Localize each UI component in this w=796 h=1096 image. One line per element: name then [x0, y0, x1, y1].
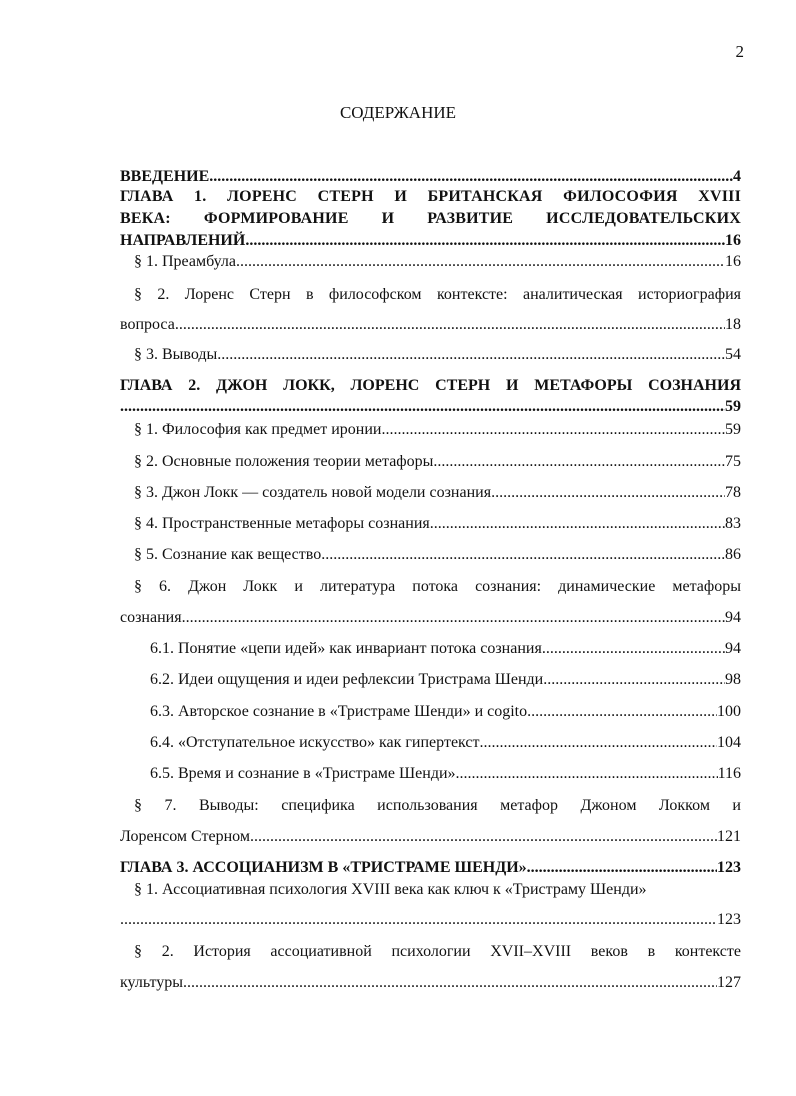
- toc-entry-title: культуры: [120, 974, 184, 991]
- toc-entry-page: 16: [725, 253, 741, 270]
- toc-entry-page: 59: [725, 398, 741, 415]
- dot-leader: [217, 344, 725, 365]
- toc-entry-title: § 3. Джон Локк — создатель новой модели сознания: [134, 484, 492, 501]
- toc-entry-ch2-s3[interactable]: [134, 482, 741, 503]
- toc-entry-page: 94: [725, 609, 741, 626]
- toc-entry-page: 83: [725, 515, 741, 532]
- toc-entry-title: ГЛАВА 3. АССОЦИАНИЗМ В «ТРИСТРАМЕ ШЕНДИ»: [120, 859, 527, 876]
- toc-entry-title: § 2. Основные положения теории метафоры: [134, 453, 434, 470]
- chapter-1-title-line-1[interactable]: ГЛАВА 1. ЛОРЕНС СТЕРН И БРИТАНСКАЯ ФИЛОСОФИЯ XVIII: [120, 188, 741, 205]
- dot-leader: [542, 638, 725, 659]
- toc-entry-page: 123: [717, 859, 741, 876]
- toc-entry-page: 116: [717, 765, 741, 782]
- toc-entry-page: 78: [725, 484, 741, 501]
- dot-leader: [381, 419, 725, 440]
- toc-entry-page: 121: [717, 828, 741, 845]
- toc-entry-page: 94: [725, 640, 741, 657]
- toc-entry-page: 18: [725, 316, 741, 333]
- dot-leader: [120, 396, 725, 417]
- toc-entry-title: сознания: [120, 609, 182, 626]
- toc-entry-page: 4: [733, 168, 741, 185]
- toc-entry-ch3-s1[interactable]: [120, 909, 741, 930]
- toc-entry-ch3-s2[interactable]: [120, 972, 741, 993]
- toc-entry-title: Лоренсом Стерном: [120, 828, 250, 845]
- dot-leader: [433, 451, 725, 472]
- toc-entry-ch1-s3[interactable]: [134, 344, 741, 365]
- toc-entry-intro[interactable]: [120, 166, 741, 187]
- toc-entry-title: НАПРАВЛЕНИЙ: [120, 232, 246, 249]
- toc-entry-page: 75: [725, 453, 741, 470]
- toc-entry-ch2-s6-line-1[interactable]: § 6. Джон Локк и литература потока сознания: динамические метафоры: [134, 578, 741, 595]
- dot-leader: [527, 701, 717, 722]
- toc-entry-ch2-s1[interactable]: [134, 419, 741, 440]
- toc-title: СОДЕРЖАНИЕ: [339, 103, 457, 122]
- toc-entry-ch2-s6-2[interactable]: [150, 669, 741, 690]
- toc-entry-title: § 1. Преамбула: [134, 253, 236, 270]
- toc-entry-chapter-3[interactable]: [120, 857, 741, 878]
- toc-entry-ch2-s6-4[interactable]: [150, 732, 741, 753]
- page-number: 2: [735, 42, 744, 61]
- toc-entry-ch2-s6-3[interactable]: [150, 701, 741, 722]
- toc-entry-title: § 4. Пространственные метафоры сознания: [134, 515, 430, 532]
- toc-entry-ch1-s2[interactable]: [120, 314, 741, 335]
- toc-entry-title: ВВЕДЕНИЕ: [120, 168, 210, 185]
- toc-entry-ch3-s1-line-1[interactable]: § 1. Ассоциативная психология XVIII века как ключ к «Тристраму Шенди»: [134, 881, 647, 898]
- toc-entry-ch2-s7-line-1[interactable]: § 7. Выводы: специфика использования метафор Джоном Локком и: [134, 797, 741, 814]
- toc-entry-chapter-1[interactable]: [120, 230, 741, 251]
- dot-leader: [245, 230, 725, 251]
- dot-leader: [456, 763, 718, 784]
- dot-leader: [480, 732, 717, 753]
- dot-leader: [120, 909, 717, 930]
- toc-entry-page: 16: [725, 232, 741, 249]
- toc-entry-title: 6.1. Понятие «цепи идей» как инвариант потока сознания: [150, 640, 542, 657]
- toc-entry-title: вопроса: [120, 316, 175, 333]
- toc-entry-ch2-s6-5[interactable]: [150, 763, 741, 784]
- toc-entry-page: 127: [717, 974, 741, 991]
- toc-entry-chapter-2[interactable]: [120, 396, 741, 417]
- dot-leader: [250, 826, 717, 847]
- toc-entry-page: 54: [725, 346, 741, 363]
- toc-entry-page: 59: [725, 421, 741, 438]
- toc-entry-ch2-s7[interactable]: [120, 826, 741, 847]
- toc-entry-title: § 5. Сознание как вещество: [134, 546, 322, 563]
- toc-entry-page: 100: [717, 703, 741, 720]
- toc-entry-ch1-s2-line-1[interactable]: § 2. Лоренс Стерн в философском контексте: аналитическая историография: [134, 286, 741, 303]
- dot-leader: [527, 857, 717, 878]
- toc-entry-title: 6.4. «Отступательное искусство» как гипертекст: [150, 734, 480, 751]
- toc-entry-page: 86: [725, 546, 741, 563]
- toc-entry-ch3-s2-line-1[interactable]: § 2. История ассоциативной психологии XVII–XVIII веков в контексте: [134, 943, 741, 960]
- toc-entry-title: 6.2. Идеи ощущения и идеи рефлексии Тристрама Шенди: [150, 671, 544, 688]
- dot-leader: [430, 513, 725, 534]
- toc-entry-title: § 3. Выводы: [134, 346, 218, 363]
- toc-entry-ch2-s6[interactable]: [120, 607, 741, 628]
- toc-entry-title: § 1. Философия как предмет иронии: [134, 421, 382, 438]
- dot-leader: [321, 544, 725, 565]
- toc-entry-ch2-s5[interactable]: [134, 544, 741, 565]
- dot-leader: [236, 251, 725, 272]
- dot-leader: [491, 482, 725, 503]
- chapter-2-title-line-1[interactable]: ГЛАВА 2. ДЖОН ЛОКК, ЛОРЕНС СТЕРН И МЕТАФОРЫ СОЗНАНИЯ: [120, 377, 741, 394]
- dot-leader: [182, 607, 725, 628]
- toc-entry-title: 6.5. Время и сознание в «Тристраме Шенди»: [150, 765, 456, 782]
- toc-entry-ch2-s2[interactable]: [134, 451, 741, 472]
- chapter-1-title-line-2[interactable]: ВЕКА: ФОРМИРОВАНИЕ И РАЗВИТИЕ ИССЛЕДОВАТЕЛЬСКИХ: [120, 210, 741, 227]
- dot-leader: [209, 166, 733, 187]
- dot-leader: [183, 972, 717, 993]
- toc-entry-ch2-s4[interactable]: [134, 513, 741, 534]
- toc-entry-ch2-s6-1[interactable]: [150, 638, 741, 659]
- toc-entry-page: 123: [717, 911, 741, 928]
- dot-leader: [175, 314, 725, 335]
- toc-entry-page: 98: [725, 671, 741, 688]
- toc-entry-title: 6.3. Авторское сознание в «Тристраме Шенди» и cogito: [150, 703, 528, 720]
- toc-entry-page: 104: [717, 734, 741, 751]
- toc-entry-ch1-s1[interactable]: [134, 251, 741, 272]
- dot-leader: [543, 669, 725, 690]
